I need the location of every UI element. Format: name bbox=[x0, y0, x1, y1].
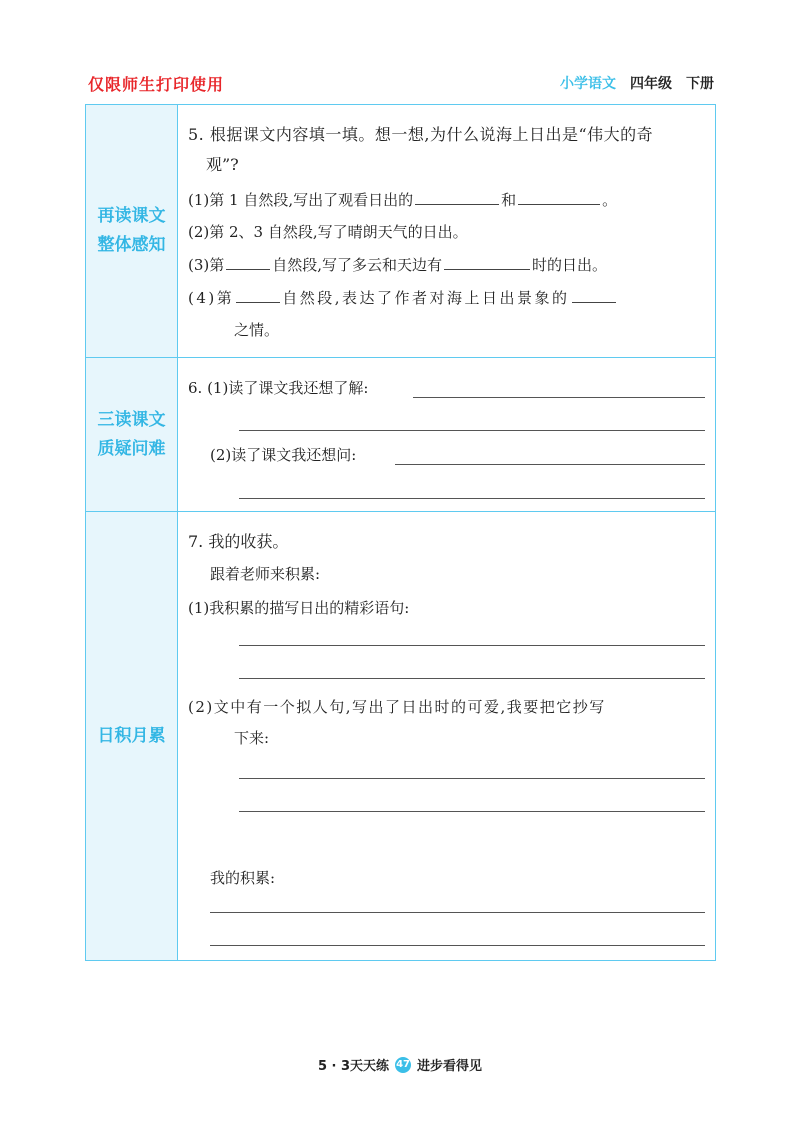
answer-line[interactable] bbox=[239, 678, 705, 679]
question-7-item-1: (1)我积累的描写日出的精彩语句: bbox=[188, 599, 410, 617]
item-1-end: 。 bbox=[602, 191, 618, 209]
question-5-item-4 bbox=[188, 288, 705, 308]
footer-brand: 5 · 3天天练 bbox=[317, 1059, 390, 1074]
section-label bbox=[86, 105, 178, 357]
item-1-prefix: (1)第 1 自然段,写出了观看日出的 bbox=[188, 191, 414, 209]
answer-line[interactable] bbox=[210, 912, 705, 913]
question-6-item-2: (2)读了课文我还想问: bbox=[210, 446, 357, 464]
volume-label: 下册 bbox=[686, 76, 714, 92]
page-footer bbox=[0, 1055, 800, 1074]
usage-notice: 仅限师生打印使用 bbox=[88, 75, 225, 94]
fill-blank[interactable] bbox=[415, 190, 499, 205]
answer-line[interactable] bbox=[239, 645, 705, 646]
section-reread bbox=[86, 105, 715, 357]
section-question bbox=[86, 357, 715, 511]
section-label bbox=[86, 358, 178, 511]
answer-line[interactable] bbox=[239, 430, 705, 431]
question-6-item-1: 6. (1)读了课文我还想了解: bbox=[188, 379, 369, 397]
section-label-line2: 质疑问难 bbox=[97, 438, 166, 459]
section-label-line1: 三读课文 bbox=[97, 409, 166, 430]
question-7-item-2: (2)文中有一个拟人句,写出了日出时的可爱,我要把它抄写 bbox=[188, 698, 606, 716]
question-5-title-cont: 观”? bbox=[206, 155, 239, 174]
answer-line[interactable] bbox=[239, 778, 705, 779]
my-accumulation-label: 我的积累: bbox=[210, 869, 276, 887]
fill-blank[interactable] bbox=[518, 190, 600, 205]
footer-slogan: 进步看得见 bbox=[417, 1059, 483, 1074]
fill-blank[interactable] bbox=[572, 288, 616, 303]
question-5-title: 5. 根据课文内容填一填。想一想,为什么说海上日出是“伟大的奇 bbox=[188, 125, 654, 144]
item-4-prefix: (4)第 bbox=[188, 289, 235, 307]
item-3-end: 时的日出。 bbox=[532, 256, 608, 274]
question-7-item-2-cont: 下来: bbox=[234, 729, 270, 747]
section-label-line1: 日积月累 bbox=[97, 725, 166, 746]
section-label-line2: 整体感知 bbox=[97, 235, 166, 255]
question-5-item-3 bbox=[188, 255, 705, 275]
answer-line[interactable] bbox=[210, 945, 705, 946]
answer-line[interactable] bbox=[413, 397, 705, 398]
page-number: 47 bbox=[395, 1057, 411, 1073]
fill-blank[interactable] bbox=[444, 255, 530, 270]
question-7-title: 7. 我的收获。 bbox=[188, 532, 289, 551]
item-1-middle: 和 bbox=[501, 191, 517, 209]
item-3-middle: 自然段,写了多云和天边有 bbox=[272, 256, 443, 274]
worksheet-table bbox=[85, 104, 716, 961]
question-5-item-2: (2)第 2、3 自然段,写了晴朗天气的日出。 bbox=[188, 223, 468, 241]
section-label-line1: 再读课文 bbox=[97, 206, 166, 226]
question-7-subtitle: 跟着老师来积累: bbox=[210, 565, 321, 583]
grade-label: 四年级 bbox=[630, 76, 672, 92]
answer-line[interactable] bbox=[395, 464, 705, 465]
answer-line[interactable] bbox=[239, 498, 705, 499]
question-5-item-1 bbox=[188, 190, 705, 210]
item-4-middle: 自然段,表达了作者对海上日出景象的 bbox=[282, 289, 570, 307]
section-label bbox=[86, 512, 178, 960]
subject-label: 小学语文 bbox=[560, 76, 616, 92]
question-5-item-4-cont: 之情。 bbox=[234, 321, 280, 339]
item-3-prefix: (3)第 bbox=[188, 256, 225, 274]
fill-blank[interactable] bbox=[236, 288, 280, 303]
book-info bbox=[560, 73, 714, 93]
section-accumulate bbox=[86, 511, 715, 960]
fill-blank[interactable] bbox=[226, 255, 270, 270]
answer-line[interactable] bbox=[239, 811, 705, 812]
